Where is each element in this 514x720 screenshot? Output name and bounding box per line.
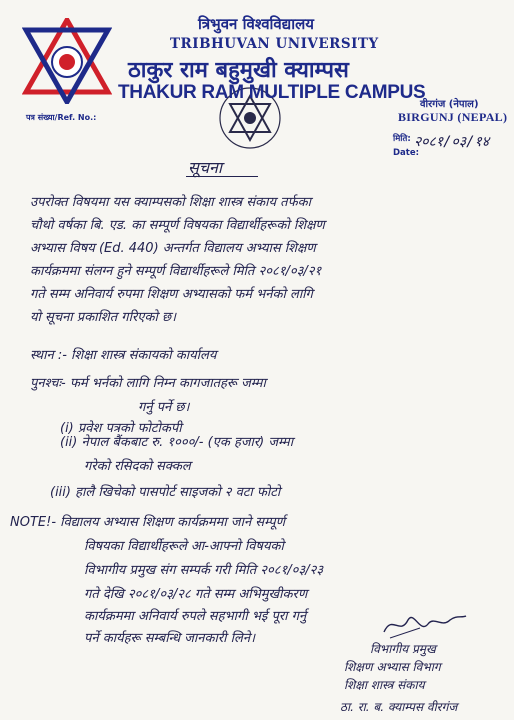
university-name-np: त्रिभुवन विश्वविद्यालय xyxy=(198,15,314,33)
note-line: पर्ने कार्यहरू सम्बन्धि जानकारी लिने। xyxy=(84,631,256,646)
ref-number-label: पत्र संख्या/Ref. No.: xyxy=(26,113,97,122)
campus-name-en: THAKUR RAM MULTIPLE CAMPUS xyxy=(118,82,426,103)
notice-title: सूचना xyxy=(188,158,223,177)
note-line: कार्यक्रममा अनिवार्य रुपले सहभागी भई पूरा गर्नु xyxy=(84,609,307,624)
body-line: गते सम्म अनिवार्य रुपमा शिक्षण अभ्यासको फर्म भर्नको लागि xyxy=(30,287,313,302)
item-line: (iii) हालै खिचेको पासपोर्ट साइजको २ वटा फोटो xyxy=(50,485,281,500)
signature-line: ठा. रा. ब. क्याम्पस वीरगंज xyxy=(340,700,458,714)
body-line: अभ्यास विषय (Ed. 440) अन्तर्गत विद्यालय अभ्यास शिक्षण xyxy=(30,241,316,256)
university-name-en: TRIBHUVAN UNIVERSITY xyxy=(170,36,379,52)
location-en: BIRGUNJ (NEPAL) xyxy=(398,110,508,124)
location-np: वीरगंज (नेपाल) xyxy=(420,99,479,110)
item-line: (ii) नेपाल बैंकबाट रु. १०००/- (एक हजार) जम्मा xyxy=(60,435,294,450)
campus-name-np: ठाकुर राम बहुमुखी क्याम्पस xyxy=(128,58,349,83)
signature-line: शिक्षण अभ्यास विभाग xyxy=(344,660,441,674)
date-label-np: मिति: xyxy=(393,134,411,144)
body-line: चौथो वर्षका बि. एड. का सम्पूर्ण विषयका विद्यार्थीहरूको शिक्षण xyxy=(30,218,325,233)
body-line: उपरोक्त विषयमा यस क्याम्पसको शिक्षा शास्त्र संकाय तर्फका xyxy=(30,195,311,210)
title-underline xyxy=(186,176,258,177)
place-line: स्थान :- शिक्षा शास्त्र संकायको कार्यालय xyxy=(30,348,217,363)
punascha-line: पुनश्चः- फर्म भर्नको लागि निम्न कागजातहरू जम्मा xyxy=(30,376,266,391)
punascha-cont-line: गर्नु पर्ने छ। xyxy=(138,400,190,415)
note-line: विषयका विद्यार्थीहरूले आ-आफ्नो विषयको xyxy=(84,539,284,554)
item-line: (i) प्रवेश पत्रको फोटोकपी xyxy=(60,421,182,436)
date-value: २०८१/०३/१४ xyxy=(414,134,490,150)
body-line: कार्यक्रममा संलग्न हुने सम्पूर्ण विद्यार्थीहरूले मिति २०८१/०३/२१ xyxy=(30,264,322,279)
signature-icon xyxy=(380,606,470,642)
date-label-en: Date: xyxy=(393,148,420,158)
signature-line: शिक्षा शास्त्र संकाय xyxy=(344,678,425,692)
note-line: विभागीय प्रमुख संग सम्पर्क गरी मिति २०८१/०३/२३ xyxy=(84,563,324,578)
body-line: यो सूचना प्रकाशित गरिएको छ। xyxy=(30,310,177,325)
university-logo-icon xyxy=(22,18,112,104)
note-line: NOTE!- विद्यालय अभ्यास शिक्षण कार्यक्रममा जाने सम्पूर्ण xyxy=(10,515,286,530)
item-line: गरेको रसिदको सक्कल xyxy=(84,459,191,474)
signature-line: विभागीय प्रमुख xyxy=(370,642,436,656)
note-line: गते देखि २०८१/०३/२८ गते सम्म अभिमुखीकरण xyxy=(84,587,308,602)
